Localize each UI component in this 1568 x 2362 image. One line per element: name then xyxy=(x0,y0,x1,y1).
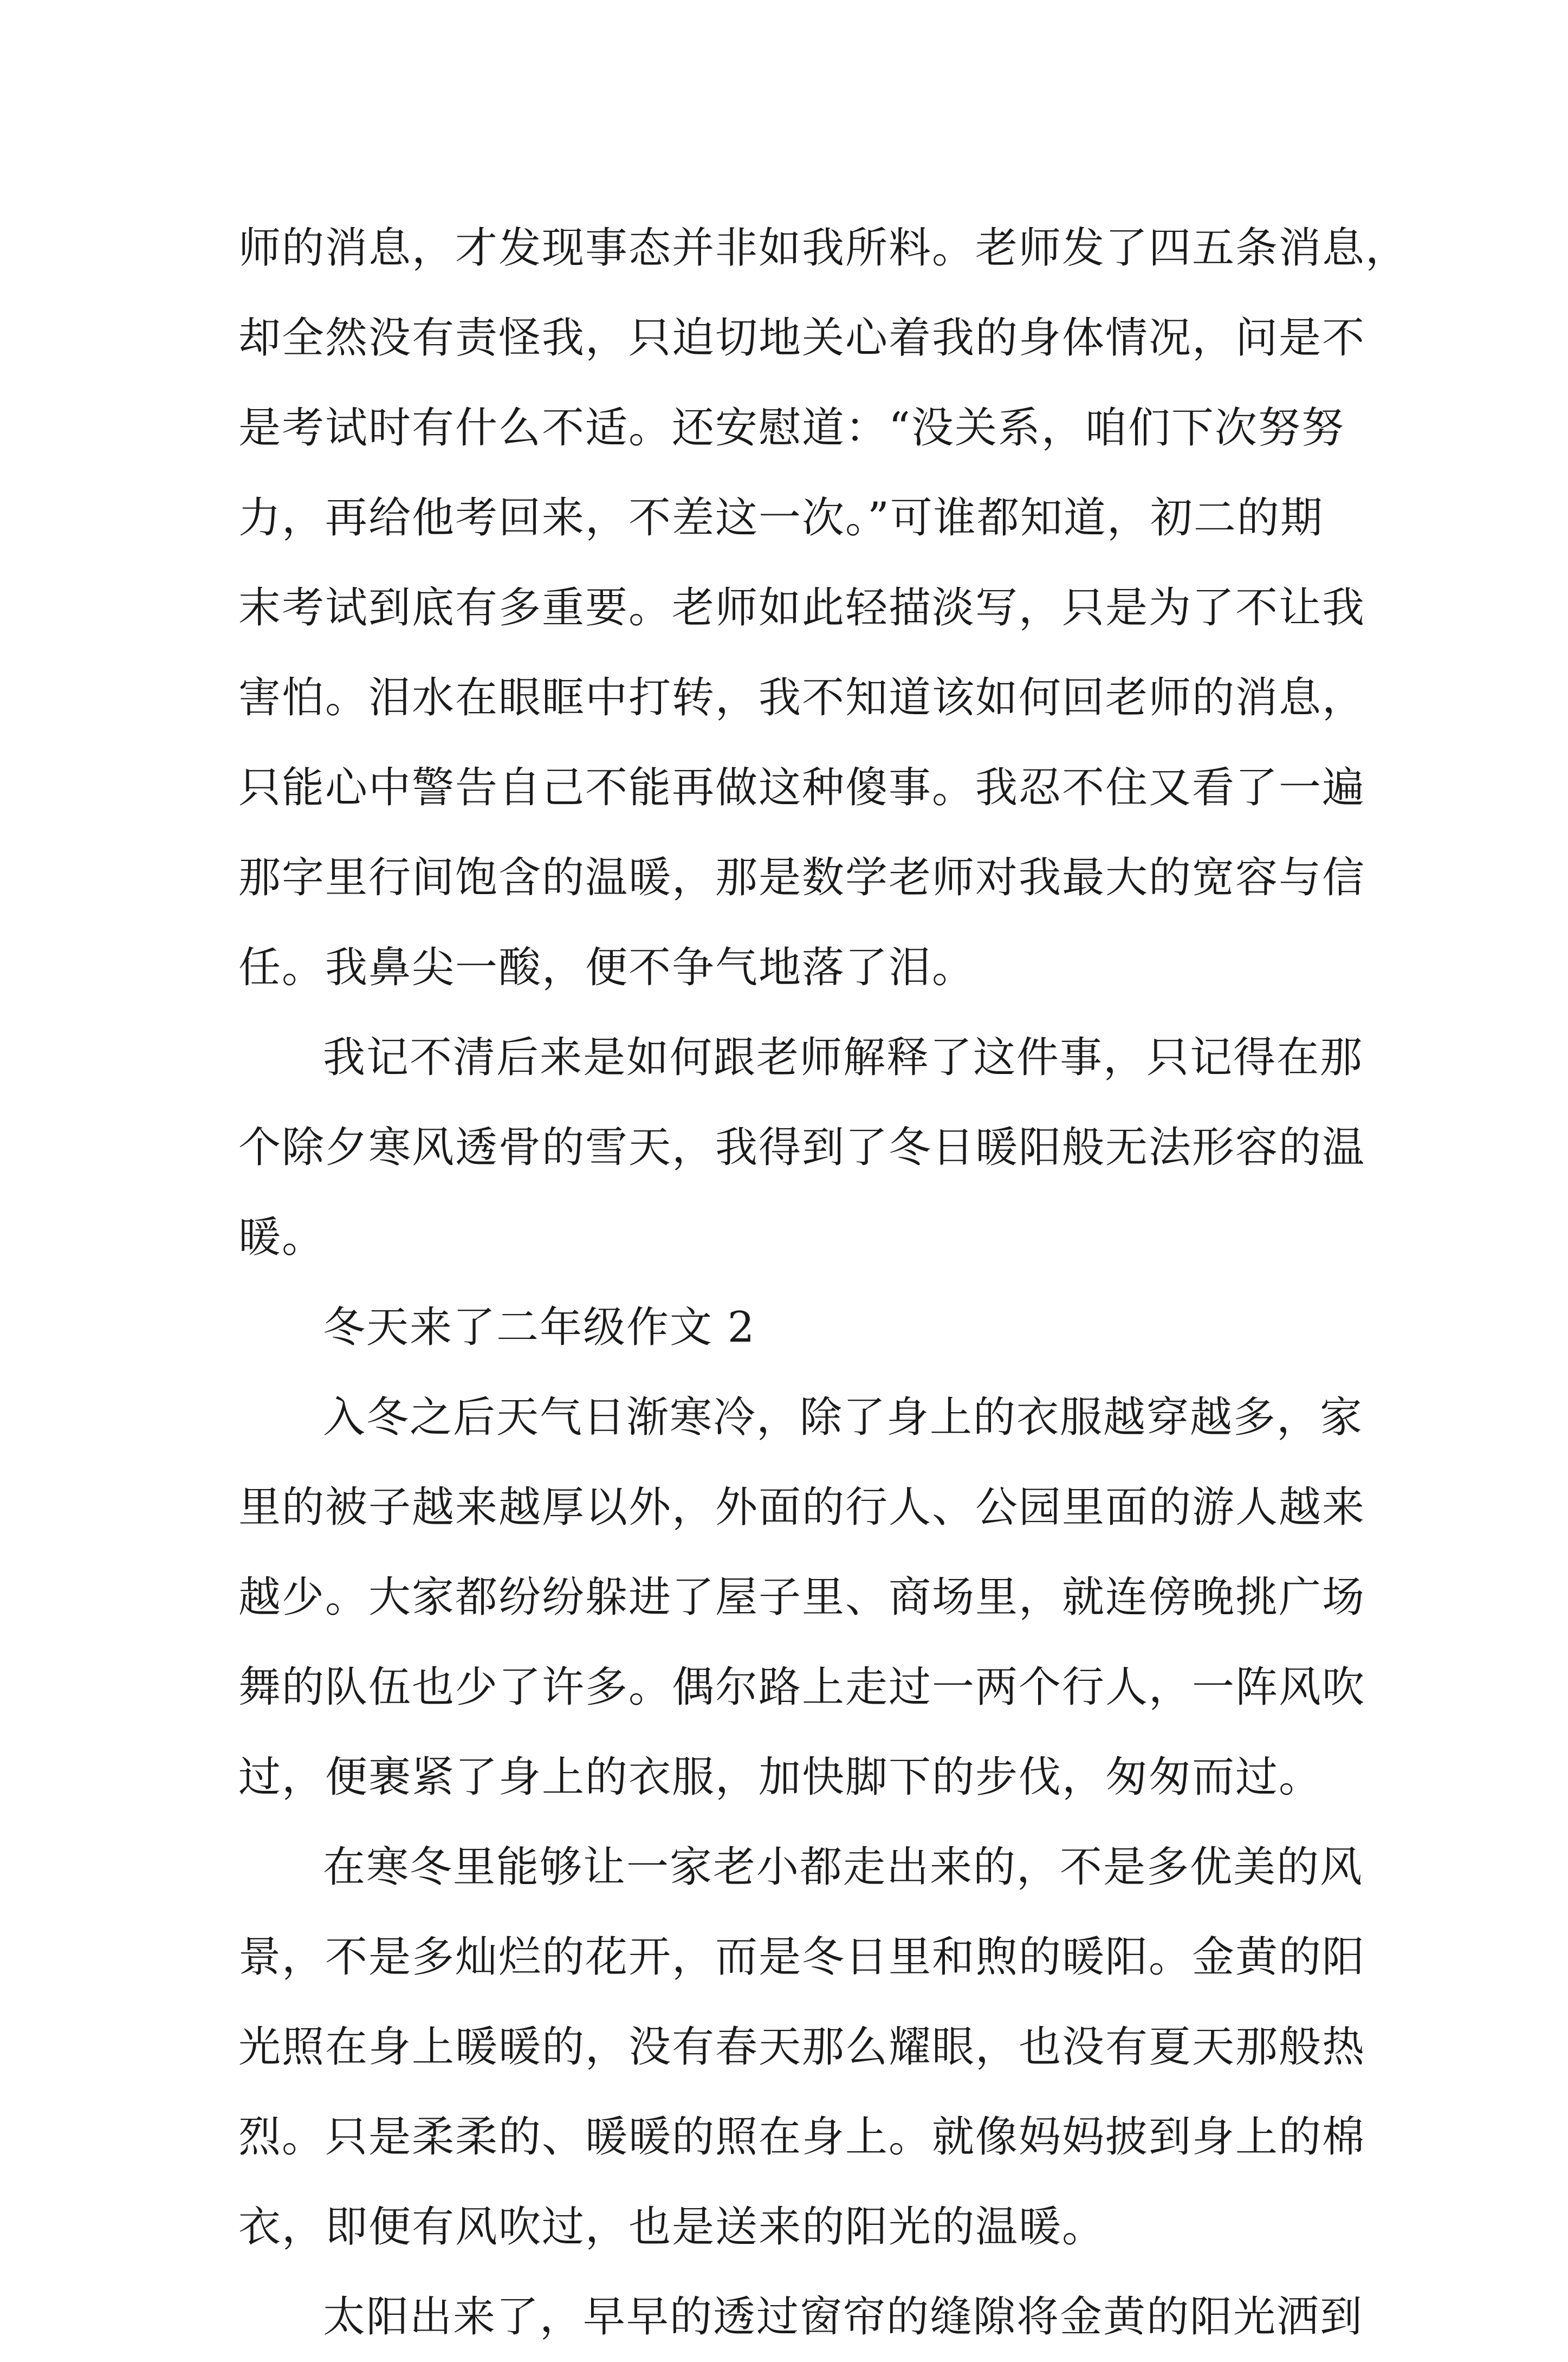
text-line: 太阳出来了，早早的透过窗帘的缝隙将金黄的阳光洒到 xyxy=(323,2293,1364,2341)
text-line: 那字里行间饱含的温暖，那是数学老师对我最大的宽容与信 xyxy=(238,853,1366,902)
text-line: 里的被子越来越厚以外，外面的行人、公园里面的游人越来 xyxy=(238,1483,1366,1532)
text-line: 我记不清后来是如何跟老师解释了这件事，只记得在那 xyxy=(323,1033,1364,1082)
text-line: 冬天来了二年级作文 2 xyxy=(323,1303,756,1352)
text-line: 任。我鼻尖一酸，便不争气地落了泪。 xyxy=(238,943,976,992)
text-line: 害怕。泪水在眼眶中打转，我不知道该如何回老师的消息， xyxy=(238,674,1366,722)
text-line: 景，不是多灿烂的花开，而是冬日里和煦的暖阳。金黄的阳 xyxy=(238,1933,1366,1982)
text-line: 是考试时有什么不适。还安慰道：“没关系，咱们下次努努 xyxy=(238,404,1345,452)
document-body xyxy=(238,203,1409,2362)
text-line: 舞的队伍也少了许多。偶尔路上走过一两个行人，一阵风吹 xyxy=(238,1663,1366,1712)
text-line: 在寒冬里能够让一家老小都走出来的，不是多优美的风 xyxy=(323,1843,1364,1892)
text-line: 力，再给他考回来，不差这一次。”可谁都知道，初二的期 xyxy=(238,494,1324,542)
text-line: 入冬之后天气日渐寒冷，除了身上的衣服越穿越多，家 xyxy=(323,1393,1364,1442)
text-line: 末考试到底有多重要。老师如此轻描淡写，只是为了不让我 xyxy=(238,584,1366,632)
text-line: 却全然没有责怪我，只迫切地关心着我的身体情况，问是不 xyxy=(238,314,1366,363)
text-line: 只能心中警告自己不能再做这种傻事。我忍不住又看了一遍 xyxy=(238,763,1366,812)
text-line: 越少。大家都纷纷躲进了屋子里、商场里，就连傍晚挑广场 xyxy=(238,1573,1366,1622)
text-line: 光照在身上暖暖的，没有春天那么耀眼，也没有夏天那般热 xyxy=(238,2023,1366,2072)
text-line: 烈。只是柔柔的、暖暖的照在身上。就像妈妈披到身上的棉 xyxy=(238,2113,1366,2162)
text-line: 过，便裹紧了身上的衣服，加快脚下的步伐，匆匆而过。 xyxy=(238,1753,1323,1802)
text-line: 个除夕寒风透骨的雪天，我得到了冬日暖阳般无法形容的温 xyxy=(238,1123,1366,1172)
text-line: 衣，即便有风吹过，也是送来的阳光的温暖。 xyxy=(238,2203,1106,2251)
text-line: 暖。 xyxy=(238,1213,326,1262)
text-line: 师的消息，才发现事态并非如我所料。老师发了四五条消息， xyxy=(238,224,1409,273)
